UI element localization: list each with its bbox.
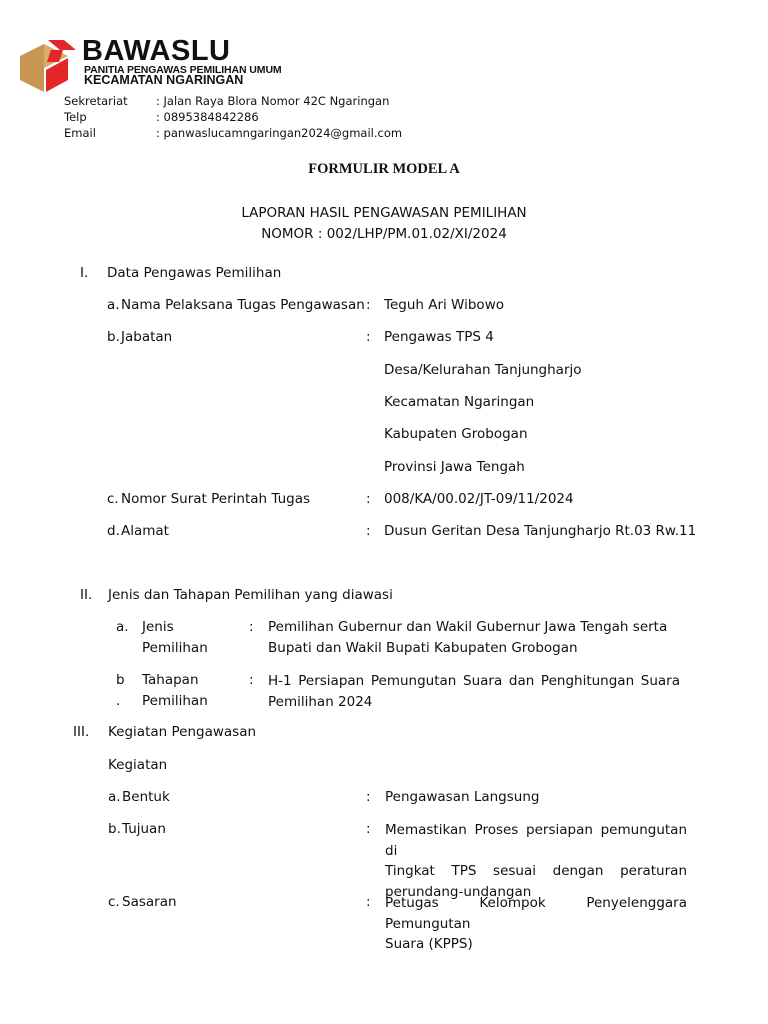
target-letter: c. <box>108 894 120 910</box>
item-d-colon: : <box>366 523 371 539</box>
item-d-letter: d. <box>107 523 120 539</box>
item-c-value: 008/KA/00.02/JT-09/11/2024 <box>384 491 574 507</box>
telp-label: Telp <box>64 110 87 124</box>
election-stage-label-line2: Pemilihan <box>142 693 208 709</box>
purpose-value-line3: perundang-undangan <box>385 883 532 900</box>
item-b-value: Pengawas TPS 4 <box>384 329 494 345</box>
jabatan-district: Kecamatan Ngaringan <box>384 394 535 410</box>
election-type-value-line1: Pemilihan Gubernur dan Wakil Gubernur Jawa Tengah serta <box>268 619 668 635</box>
election-stage-value-line2: Pemilihan 2024 <box>268 693 373 710</box>
election-stage-letter: b <box>116 672 125 688</box>
election-stage-letter-dot: . <box>116 693 121 709</box>
jabatan-village: Desa/Kelurahan Tanjungharjo <box>384 362 582 378</box>
form-letter: a. <box>108 789 121 805</box>
purpose-value-line2: Tingkat TPS sesuai dengan peraturan <box>385 863 687 879</box>
secretariat-value: : Jalan Raya Blora Nomor 42C Ngaringan <box>156 94 390 108</box>
purpose-value <box>385 820 687 902</box>
target-value-line2: Suara (KPPS) <box>385 936 473 952</box>
brand-name: BAWASLU <box>82 35 231 67</box>
election-type-letter: a. <box>116 619 129 635</box>
activity-subheading: Kegiatan <box>108 757 168 773</box>
item-a-colon: : <box>366 297 371 313</box>
form-colon: : <box>366 789 371 805</box>
item-b-label: Jabatan <box>121 329 173 345</box>
target-colon: : <box>366 894 371 910</box>
election-stage-label-line1: Tahapan <box>142 672 199 688</box>
election-type-value-line2: Bupati dan Wakil Bupati Kabupaten Grobogan <box>268 640 578 656</box>
jabatan-regency: Kabupaten Grobogan <box>384 426 528 442</box>
item-a-value: Teguh Ari Wibowo <box>384 297 504 313</box>
target-value-line1: Petugas Kelompok Penyelenggara Pemungutan <box>385 895 687 932</box>
email-label: Email <box>64 126 96 140</box>
purpose-label: Tujuan <box>122 821 166 837</box>
election-stage-value <box>268 671 680 712</box>
item-a-letter: a. <box>107 297 120 313</box>
target-label: Sasaran <box>122 894 177 910</box>
purpose-colon: : <box>366 821 371 837</box>
report-title: LAPORAN HASIL PENGAWASAN PEMILIHAN <box>241 205 527 221</box>
item-c-label: Nomor Surat Perintah Tugas <box>121 491 311 507</box>
section-1-title: Data Pengawas Pemilihan <box>107 265 282 281</box>
section-2-title: Jenis dan Tahapan Pemilihan yang diawasi <box>108 587 393 603</box>
email-value: : panwaslucamngaringan2024@gmail.com <box>156 126 403 140</box>
item-b-colon: : <box>366 329 371 345</box>
item-d-label: Alamat <box>121 523 169 539</box>
form-label: Bentuk <box>122 789 170 805</box>
telp-value: : 0895384842286 <box>156 110 259 124</box>
item-a-label: Nama Pelaksana Tugas Pengawasan <box>121 297 365 313</box>
item-c-colon: : <box>366 491 371 507</box>
jabatan-province: Provinsi Jawa Tengah <box>384 459 525 475</box>
brand-subtitle: PANITIA PENGAWAS PEMILIHAN UMUM <box>84 64 282 76</box>
purpose-letter: b. <box>108 821 121 837</box>
bawaslu-logo <box>18 36 80 98</box>
target-value <box>385 893 687 955</box>
form-title: FORMULIR MODEL A <box>308 161 460 177</box>
section-1-number: I. <box>80 265 89 281</box>
section-3-number: III. <box>73 724 90 740</box>
report-number: NOMOR : 002/LHP/PM.01.02/XI/2024 <box>261 226 507 242</box>
election-stage-value-line1: H-1 Persiapan Pemungutan Suara dan Penghitungan Suara <box>268 673 680 689</box>
election-type-colon: : <box>249 619 254 635</box>
election-type-label-line2: Pemilihan <box>142 640 208 656</box>
election-type-label-line1: Jenis <box>142 619 174 635</box>
item-d-value: Dusun Geritan Desa Tanjungharjo Rt.03 Rw.11 <box>384 523 697 539</box>
purpose-value-line1: Memastikan Proses persiapan pemungutan di <box>385 822 687 859</box>
item-b-letter: b. <box>107 329 120 345</box>
secretariat-label: Sekretariat <box>64 94 128 108</box>
election-stage-colon: : <box>249 672 254 688</box>
form-value: Pengawasan Langsung <box>385 789 540 805</box>
brand-subtitle-district: KECAMATAN NGARINGAN <box>84 73 244 87</box>
item-c-letter: c. <box>107 491 119 507</box>
section-2-number: II. <box>80 587 93 603</box>
section-3-title: Kegiatan Pengawasan <box>108 724 257 740</box>
